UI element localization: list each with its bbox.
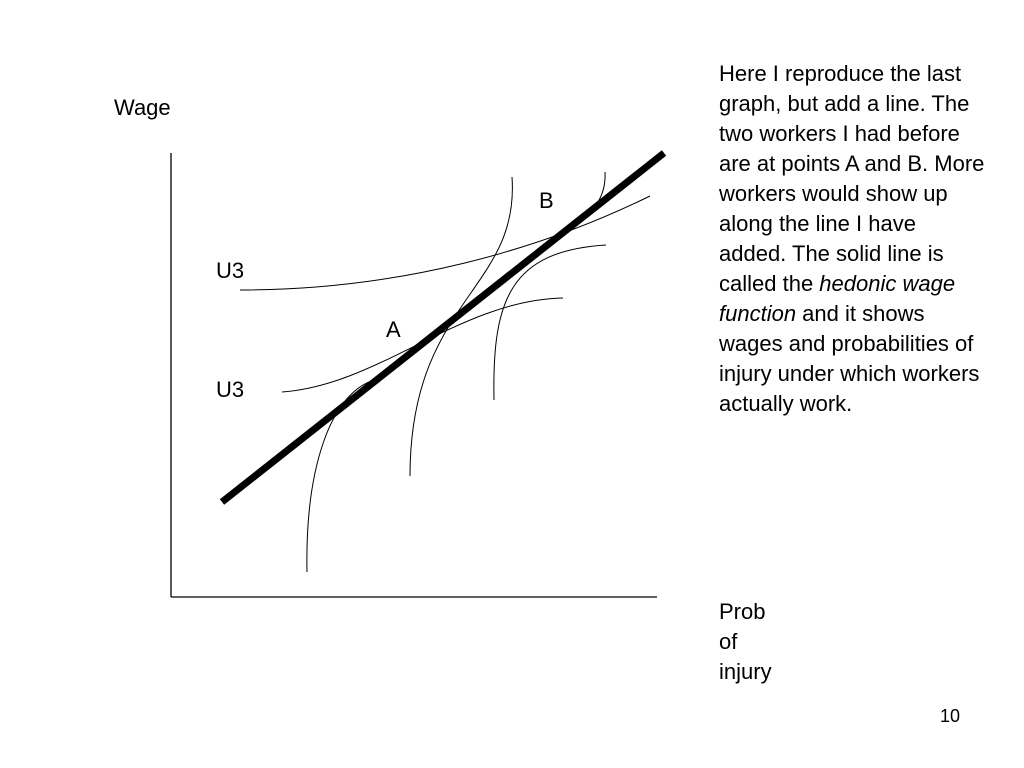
explanation-text (719, 59, 989, 419)
x-axis-label-line-1: Prob (719, 599, 766, 624)
slide-number: 10 (940, 706, 961, 726)
point-a-label: A (386, 317, 401, 342)
upper-curve-label: U3 (216, 258, 245, 283)
y-axis-label: Wage (114, 95, 171, 120)
hedonic-wage-function-term: hedonic wage function (719, 271, 956, 326)
explanation-part-2: and it shows wages and probabilities of injury under which workers actually work. (719, 301, 980, 416)
x-axis-label (719, 597, 772, 687)
lower-curve-label: U3 (216, 377, 245, 402)
offer-curve-3 (494, 245, 606, 400)
point-b-label: B (539, 188, 554, 213)
x-axis-label-line-3: injury (719, 659, 772, 684)
x-axis-label-line-2: of (719, 629, 738, 654)
hedonic-wage-line (222, 153, 664, 502)
explanation-part-1: Here I reproduce the last graph, but add a line. The two workers I had before are at points A and B. More workers would show up along the line I have added. The solid line is called the (719, 61, 985, 296)
offer-curve-2 (410, 177, 512, 476)
